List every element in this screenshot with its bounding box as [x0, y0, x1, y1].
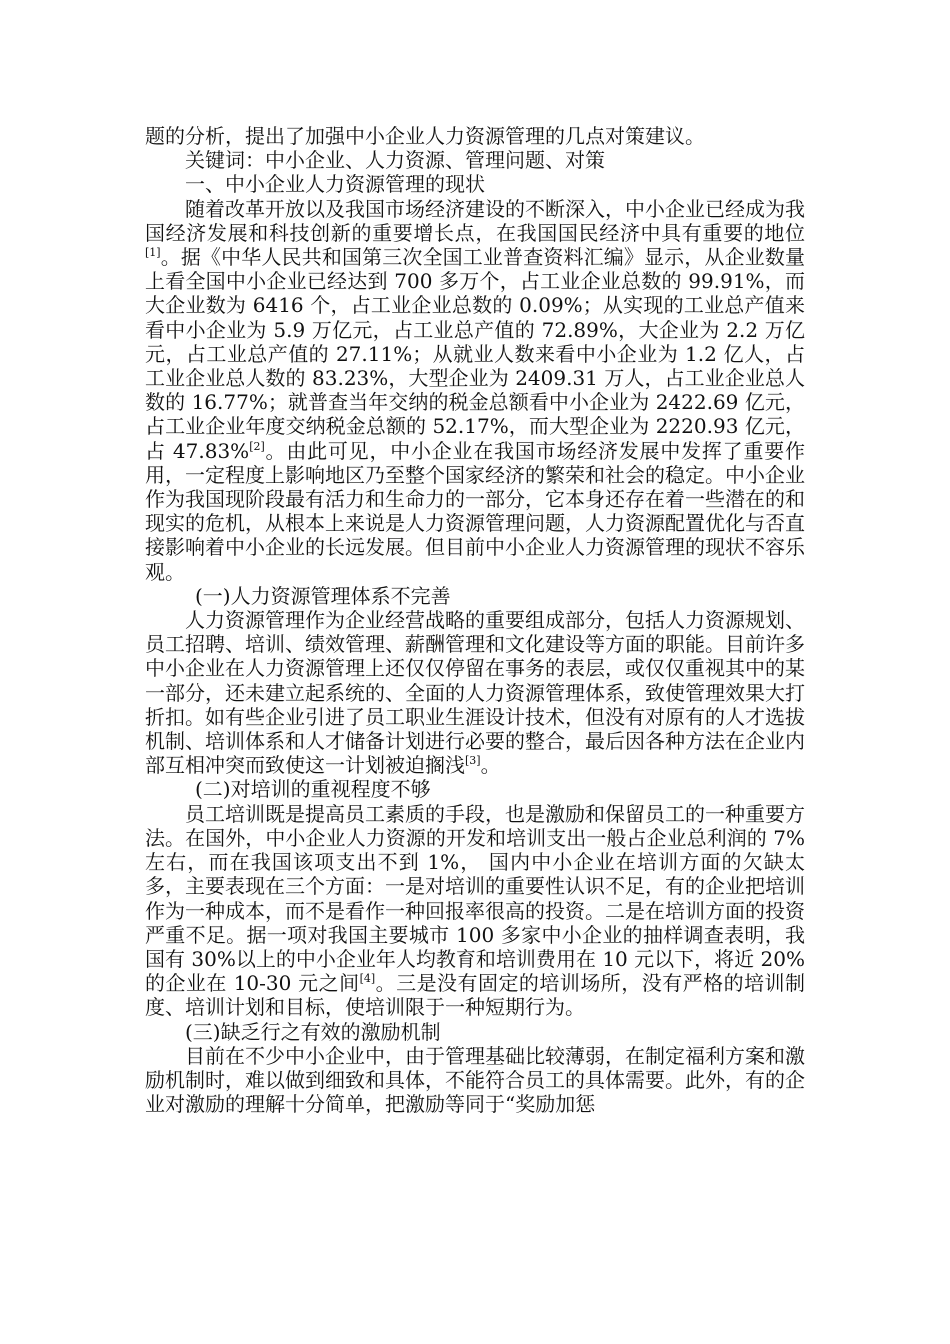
abstract-tail: 题的分析，提出了加强中小企业人力资源管理的几点对策建议。 [145, 124, 705, 148]
document-body [145, 124, 805, 1116]
section-heading: 一、中小企业人力资源管理的现状 [185, 172, 485, 197]
subsection3-paragraph [145, 1044, 805, 1117]
subsection-heading: (一)人力资源管理体系不完善 [195, 583, 451, 608]
keywords-line: 关键词：中小企业、人力资源、管理问题、对策 [185, 148, 605, 173]
paragraph-text: 。据《中华人民共和国第三次全国工业普查资料汇编》显示，从企业数量上看全国中小企业已经达到 700 多万个，占工业企业总数的 99.91%，而大企业数为 6416 个，占工业企业总数的 0.09%；从实现的工业总产值来看中小企业为 5.9 万亿元，占工业总产值的 72.89%，大企业为 2.2 万亿元，占工业总产值的 27.11%；从就业人数来看中小企业为 1.2 亿人，占工业企业总人数的 83.23%，大型企业为 2409.31 万人，占工业企业总人数的 16.77%；就普查当年交纳的税金总额看中小企业为 2422.69 亿元，占工业企业年度交纳税金总额的 52.17%，而大型企业为 2220.93 亿元，占 47.83% [145, 245, 805, 463]
citation-ref: [2] [249, 439, 265, 453]
citation-ref: [1] [145, 246, 161, 260]
paragraph-text: 。由此可见，中小企业在我国市场经济发展中发挥了重要作用，一定程度上影响地区乃至整个国家经济的繁荣和社会的稳定。中小企业作为我国现阶段最有活力和生命力的一部分，它本身还存在着一些潜在的和现实的危机，从根本上来说是人力资源管理问题，人力资源配置优化与否直接影响着中小企业的长远发展。但目前中小企业人力资源管理的现状不容乐观。 [145, 438, 806, 584]
paragraph-text: 。三是没有固定的培训场所，没有严格的培训制度、培训计划和目标，使培训限于一种短期行为。 [145, 971, 806, 1020]
paragraph-text: 。 [480, 753, 501, 778]
section1-paragraph [145, 197, 805, 584]
paragraph-text: 人力资源管理作为企业经营战略的重要组成部分，包括人力资源规划、员工招聘、培训、绩效管理、薪酬管理和文化建设等方面的职能。目前许多中小企业在人力资源管理上还仅仅停留在事务的表层，或仅仅重视其中的某一部分，还未建立起系统的、全面的人力资源管理体系，致使管理效果大打折扣。如有些企业引进了员工职业生涯设计技术，但没有对原有的人才选拔机制、培训体系和人才储备计划进行必要的整合，最后因各种方法在企业内部互相冲突而致使这一计划被迫搁浅 [145, 608, 805, 778]
paragraph-text: 员工培训既是提高员工素质的手段，也是激励和保留员工的一种重要方法。在国外，中小企业人力资源的开发和培训支出一般占企业总利润的 7%左右，而在我国该项支出不到 1%， 国内中小企业在培训方面的欠缺太多，主要表现在三个方面：一是对培训的重要性认识不足，有的企业把培训作为一种成本，而不是看作一种回报率很高的投资。二是在培训方面的投资严重不足。据一项对我国主要城市 100 多家中小企业的抽样调查表明，我国有 30%以上的中小企业年人均教育和培训费用在 10 元以下，将近 20%的企业在 10-30 元之间 [145, 801, 805, 996]
subsection-heading: (三)缺乏行之有效的激励机制 [185, 1019, 441, 1044]
subsection1-paragraph [145, 608, 805, 777]
citation-ref: [3] [465, 754, 481, 768]
citation-ref: [4] [359, 972, 376, 986]
subsection2-paragraph [145, 802, 805, 1020]
subsection-heading: (二)对培训的重视程度不够 [195, 777, 431, 802]
paragraph-text: 目前在不少中小企业中，由于管理基础比较薄弱，在制定福利方案和激励机制时，难以做到细致和具体，不能符合员工的具体需要。此外，有的企业对激励的理解十分简单，把激励等同于“奖励加惩 [145, 1043, 805, 1117]
paragraph-text: 随着改革开放以及我国市场经济建设的不断深入，中小企业已经成为我国经济发展和科技创新的重要增长点，在我国国民经济中具有重要的地位 [145, 196, 805, 245]
